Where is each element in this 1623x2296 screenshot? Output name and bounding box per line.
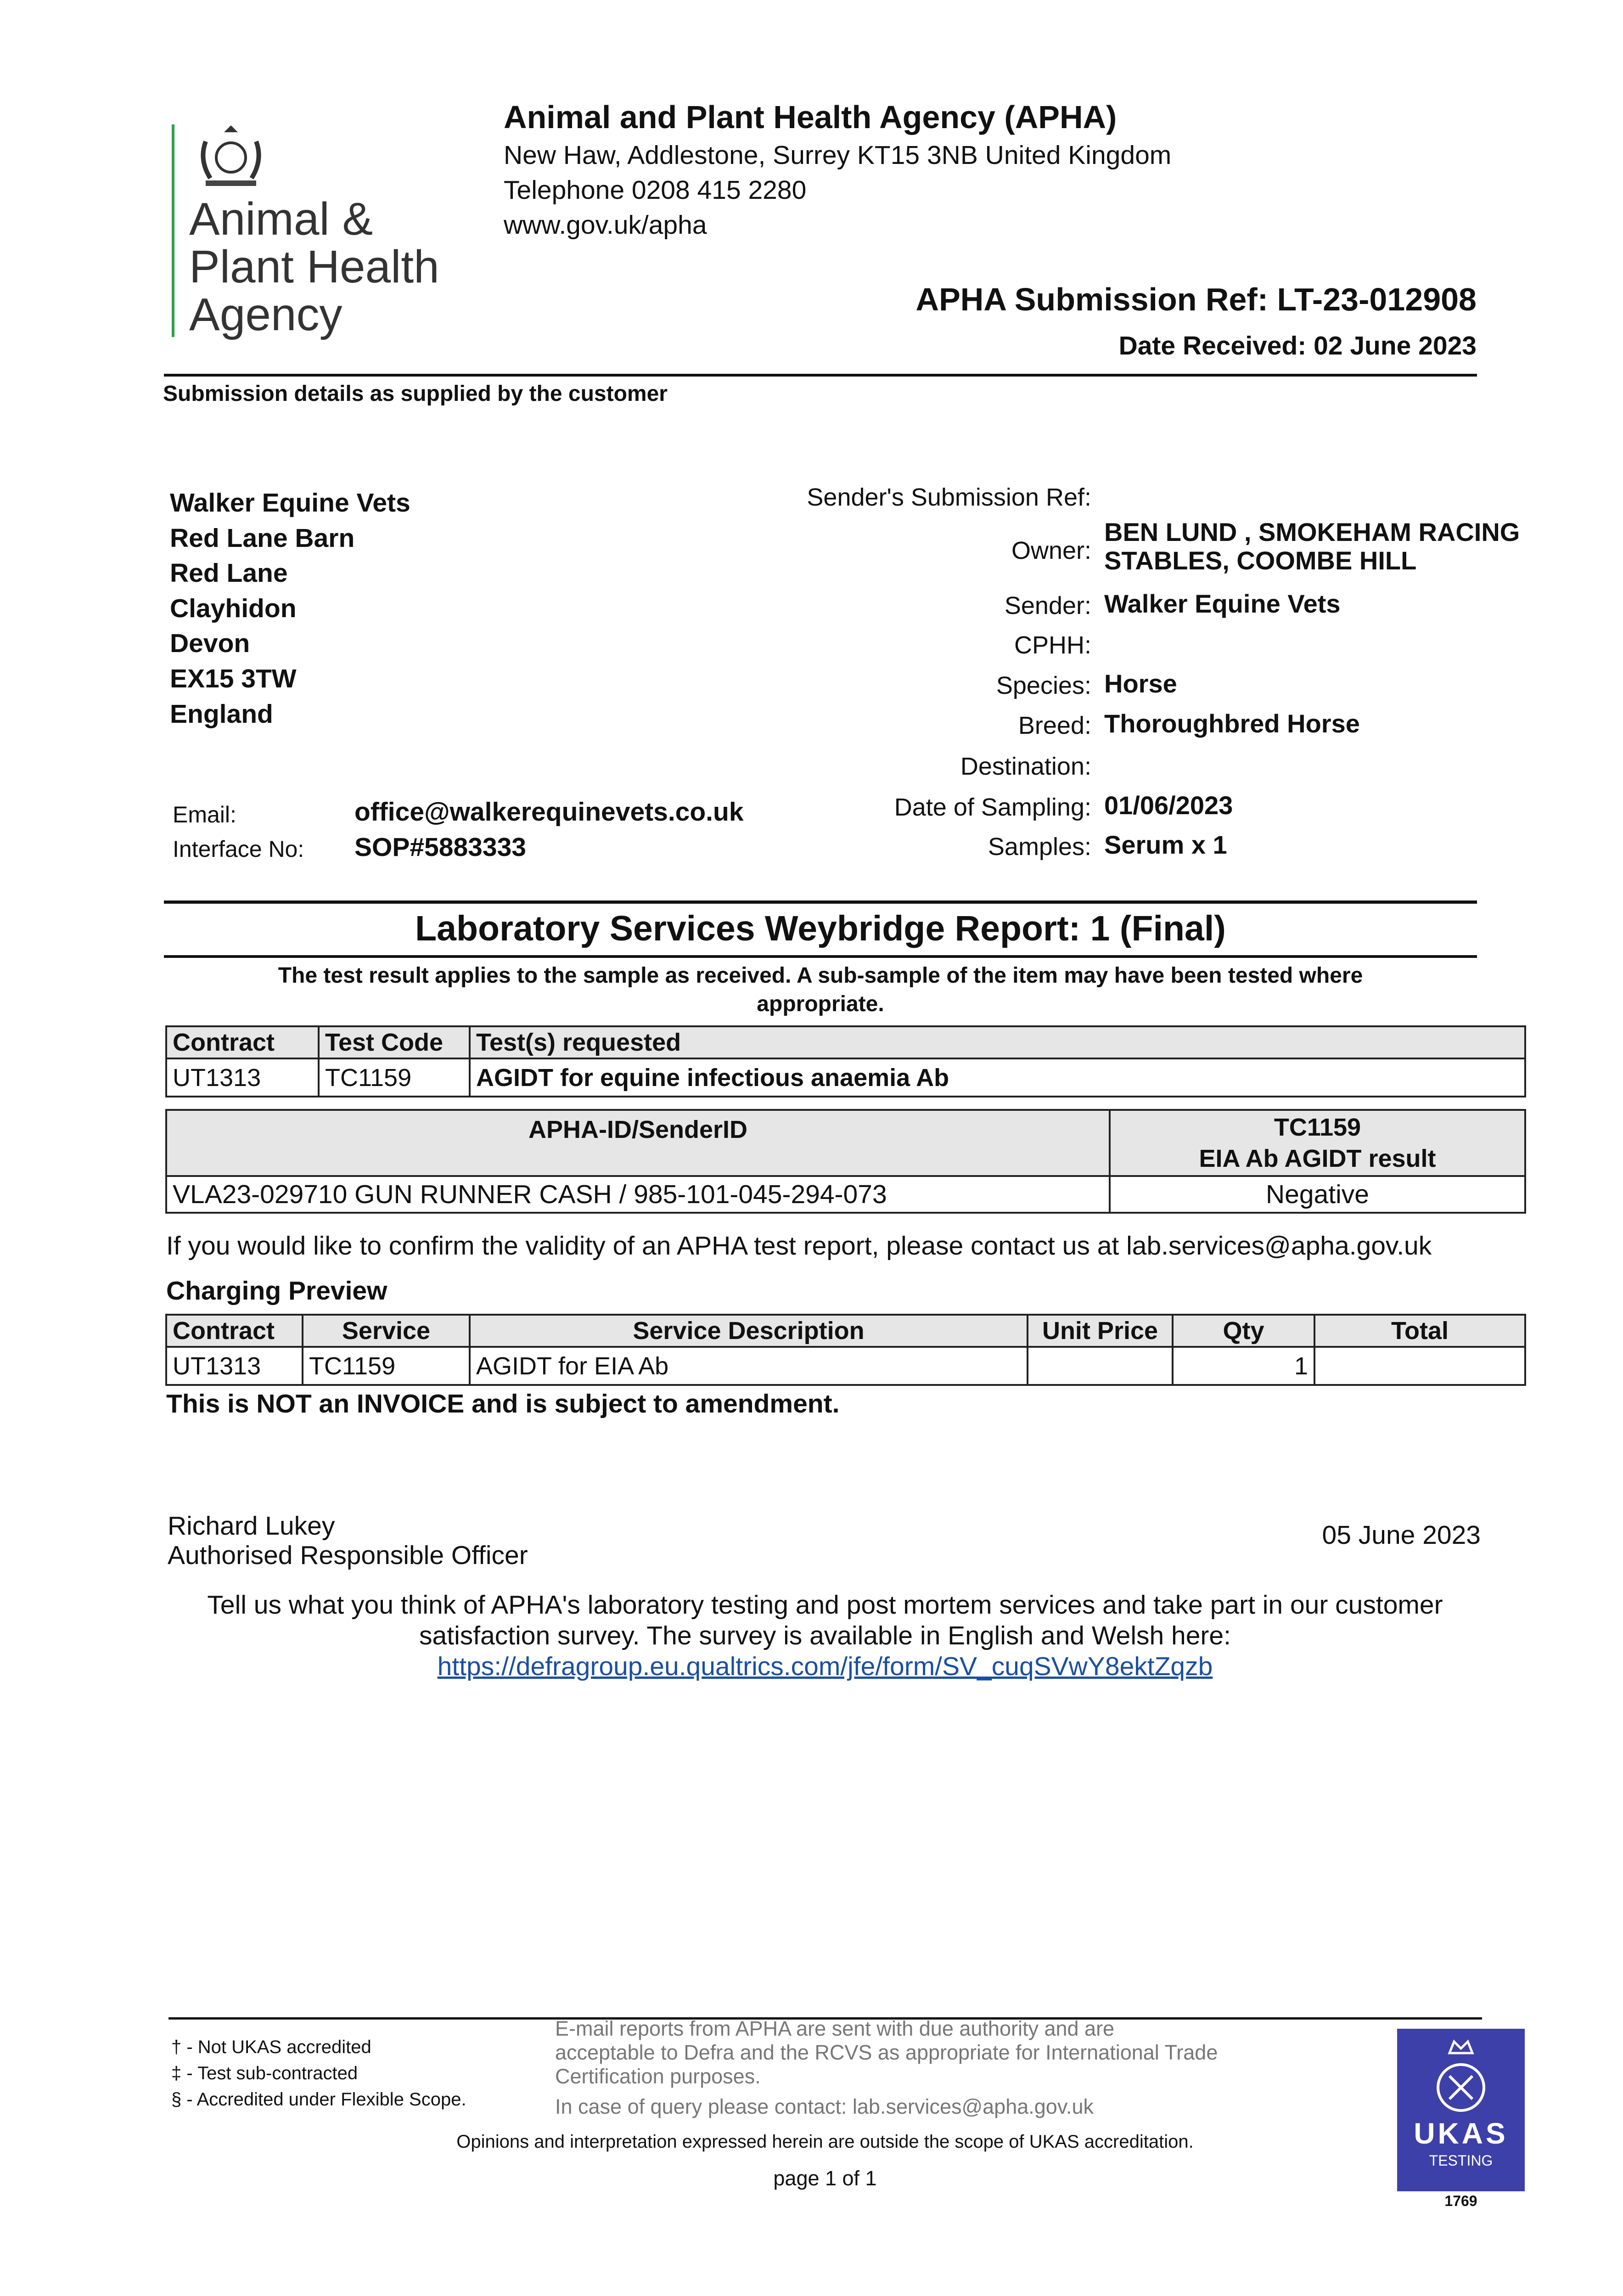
col-header: Qty xyxy=(1173,1315,1314,1347)
applies-note xyxy=(164,962,1477,1019)
col-header: TC1159 xyxy=(1274,1114,1361,1141)
col-header: Test(s) requested xyxy=(470,1026,1525,1058)
owner-label: Owner: xyxy=(1011,537,1091,564)
cell: 1 xyxy=(1173,1347,1314,1385)
sender-label: Sender: xyxy=(1004,592,1091,619)
notice-line: Certification purposes. xyxy=(555,2065,761,2088)
report-date: 05 June 2023 xyxy=(1322,1520,1481,1550)
table-row xyxy=(166,1347,1525,1385)
royal-crest-icon xyxy=(192,123,270,192)
address-line: Walker Equine Vets xyxy=(170,488,410,518)
logo-line: Agency xyxy=(189,289,343,340)
samples-value: Serum x 1 xyxy=(1104,830,1227,859)
address-line: Devon xyxy=(170,629,250,658)
result-value: Negative xyxy=(1110,1176,1525,1213)
cell: AGIDT for EIA Ab xyxy=(470,1347,1028,1385)
sender-value: Walker Equine Vets xyxy=(1104,589,1341,618)
col-header: Contract xyxy=(166,1315,303,1347)
cell: TC1159 xyxy=(319,1058,470,1097)
col-header: Service Description xyxy=(470,1315,1028,1347)
agency-address: New Haw, Addlestone, Surrey KT15 3NB United Kingdom xyxy=(504,141,1172,170)
not-invoice-note: This is NOT an INVOICE and is subject to amendment. xyxy=(166,1389,840,1418)
footnote: § - Accredited under Flexible Scope. xyxy=(171,2089,466,2110)
signatory-name: Richard Lukey xyxy=(168,1511,335,1541)
cell: TC1159 xyxy=(303,1347,470,1385)
ukas-word: UKAS xyxy=(1414,2117,1508,2150)
address-line: Clayhidon xyxy=(170,593,297,623)
applies-line: appropriate. xyxy=(757,992,884,1016)
survey-link[interactable]: https://defragroup.eu.qualtrics.com/jfe/form/SV_cuqSVwY8ektZqzb xyxy=(437,1652,1213,1681)
notice-line: acceptable to Defra and the RCVS as appropriate for International Trade xyxy=(555,2041,1218,2064)
survey-line: Tell us what you think of APHA's laboratory testing and post mortem services and take part in our customer xyxy=(207,1590,1443,1620)
logo-line: Animal & xyxy=(189,193,373,245)
col-header: Unit Price xyxy=(1028,1315,1173,1347)
address-line: Red Lane Barn xyxy=(170,523,355,553)
agency-website[interactable]: www.gov.uk/apha xyxy=(504,210,707,240)
divider xyxy=(164,955,1477,958)
page-number: page 1 of 1 xyxy=(773,2167,877,2190)
cell: UT1313 xyxy=(166,1347,303,1385)
footnote: ‡ - Test sub-contracted xyxy=(171,2063,358,2083)
col-header: Service xyxy=(303,1315,470,1347)
email-value: office@walkerequinevets.co.uk xyxy=(354,797,744,827)
species-value: Horse xyxy=(1104,669,1177,698)
query-notice: In case of query please contact: lab.services@apha.gov.uk xyxy=(555,2095,1094,2118)
report-title: Laboratory Services Weybridge Report: 1 (Final) xyxy=(415,909,1226,948)
notice-line: E-mail reports from APHA are sent with due authority and are xyxy=(555,2017,1115,2040)
email-label: Email: xyxy=(173,802,236,827)
address-line: England xyxy=(170,699,273,729)
col-header: Total xyxy=(1314,1315,1525,1347)
ukas-number: 1769 xyxy=(1444,2193,1477,2209)
cell: UT1313 xyxy=(166,1058,319,1097)
col-header: Contract xyxy=(166,1026,319,1058)
validity-text: If you would like to confirm the validity of an APHA test report, please contact us at lab.services@apha.gov.uk xyxy=(166,1231,1432,1261)
ukas-sub: TESTING xyxy=(1429,2152,1493,2169)
charging-heading: Charging Preview xyxy=(166,1276,387,1306)
table-row xyxy=(166,1058,1525,1097)
sampling-value: 01/06/2023 xyxy=(1104,791,1233,820)
survey xyxy=(164,1590,1486,1682)
charging-table xyxy=(165,1314,1526,1386)
ukas-crown-icon xyxy=(1433,2032,1488,2115)
divider xyxy=(164,900,1477,904)
results-table xyxy=(165,1109,1526,1214)
owner-value xyxy=(1104,518,1520,575)
date-received: Date Received: 02 June 2023 xyxy=(1118,331,1477,360)
col-header: EIA Ab AGIDT result xyxy=(1199,1145,1436,1172)
species-label: Species: xyxy=(996,672,1091,699)
address-line: EX15 3TW xyxy=(170,664,297,693)
samples-label: Samples: xyxy=(988,833,1091,861)
applies-line: The test result applies to the sample as received. A sub-sample of the item may have been tested where xyxy=(278,963,1363,988)
interface-label: Interface No: xyxy=(173,836,304,862)
footnote: † - Not UKAS accredited xyxy=(171,2037,371,2057)
col-header: APHA-ID/SenderID xyxy=(166,1110,1110,1176)
interface-value: SOP#5883333 xyxy=(354,833,526,862)
owner-line: BEN LUND , SMOKEHAM RACING xyxy=(1104,518,1520,546)
destination-label: Destination: xyxy=(960,753,1091,780)
cphh-label: CPHH: xyxy=(1014,631,1091,659)
breed-value: Thoroughbred Horse xyxy=(1104,709,1360,738)
address-line: Red Lane xyxy=(170,558,288,588)
cell xyxy=(1314,1347,1525,1385)
sender-ref-label: Sender's Submission Ref: xyxy=(807,484,1091,511)
sampling-label: Date of Sampling: xyxy=(894,793,1091,821)
logo-bar xyxy=(172,124,174,337)
email-notice xyxy=(555,2017,1218,2088)
divider xyxy=(164,374,1477,377)
survey-line: satisfaction survey. The survey is available in English and Welsh here: xyxy=(419,1621,1231,1650)
agency-telephone: Telephone 0208 415 2280 xyxy=(504,175,807,205)
sample-id: VLA23-029710 GUN RUNNER CASH / 985-101-045-294-073 xyxy=(166,1176,1110,1213)
agency-name: Animal and Plant Health Agency (APHA) xyxy=(504,99,1117,135)
footnotes xyxy=(171,2034,466,2113)
tests-table xyxy=(165,1025,1526,1097)
table-row xyxy=(166,1176,1525,1213)
owner-line: STABLES, COOMBE HILL xyxy=(1104,546,1417,575)
agency-logo-text xyxy=(189,195,439,338)
breed-label: Breed: xyxy=(1018,712,1091,739)
cell: AGIDT for equine infectious anaemia Ab xyxy=(470,1058,1525,1097)
logo-line: Plant Health xyxy=(189,241,439,293)
cell xyxy=(1028,1347,1173,1385)
opinions-note: Opinions and interpretation expressed herein are outside the scope of UKAS accreditation. xyxy=(456,2132,1194,2152)
ukas-logo xyxy=(1397,2029,1525,2191)
customer-address xyxy=(170,488,410,734)
submission-ref: APHA Submission Ref: LT-23-012908 xyxy=(915,281,1477,317)
details-heading: Submission details as supplied by the customer xyxy=(163,382,668,406)
col-header: Test Code xyxy=(319,1026,470,1058)
signatory-title: Authorised Responsible Officer xyxy=(168,1541,528,1570)
